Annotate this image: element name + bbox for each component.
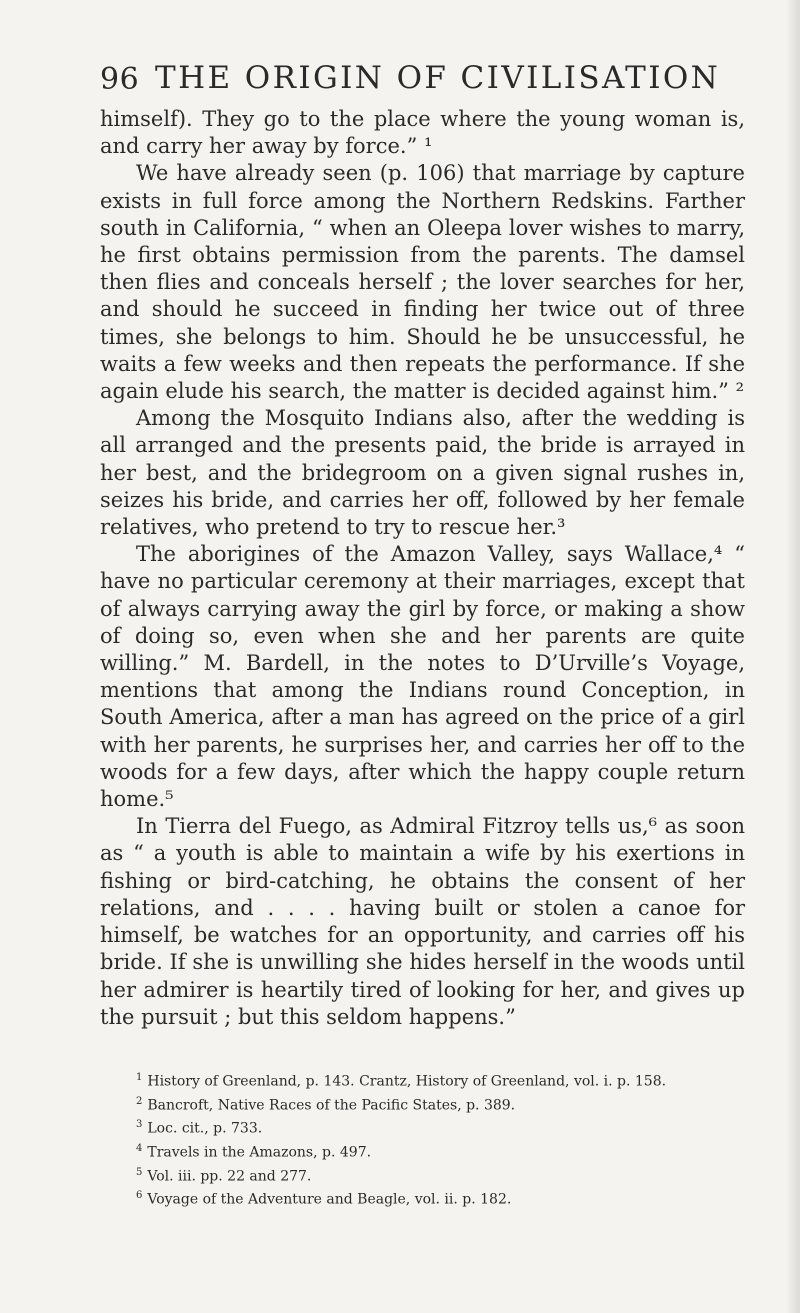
footnote <box>136 1163 745 1187</box>
footnote-number: 6 <box>136 1190 143 1202</box>
footnotes <box>100 1068 745 1210</box>
page-number: 96 <box>100 62 140 97</box>
footnote-number: 3 <box>136 1119 143 1131</box>
footnote-text: Voyage of the Adventure and Beagle, vol. ii. p. 182. <box>147 1191 512 1208</box>
footnote-text: Loc. cit., p. 733. <box>147 1120 263 1137</box>
running-title: THE ORIGIN OF CIVILISATION <box>155 60 721 96</box>
footnote-number: 5 <box>136 1166 143 1178</box>
footnote-number: 4 <box>136 1142 143 1154</box>
paragraph: The aborigines of the Amazon Valley, says Wallace,⁴ “ have no particular ceremony at their marriages, except that of always carrying away the girl by force, or making a show of doing so, even when she and her parents are quite willing.” M. Bardell, in the notes to D’Urville’s Voyage, mentions that among the Indians round Conception, in South America, after a man has agreed on the price of a girl with her parents, he surprises her, and carries her off to the woods for a few days, after which the happy couple return home.⁵ <box>100 542 745 812</box>
paragraph: In Tierra del Fuego, as Admiral Fitzroy tells us,⁶ as soon as “ a youth is able to maintain a wife by his exertions in fishing or bird-catching, he obtains the consent of her relations, and . . . . having built or stolen a canoe for himself, be watches for an opportunity, and carries off his bride. If she is unwilling she hides herself in the woods until her admirer is heartily tired of looking for her, and gives up the pursuit ; but this seldom happens.” <box>100 814 745 1029</box>
footnote-text: History of Greenland, p. 143. Crantz, History of Greenland, vol. i. p. 158. <box>147 1073 667 1090</box>
footnote-number: 2 <box>136 1095 143 1107</box>
paragraph: Among the Mosquito Indians also, after the wedding is all arranged and the presents paid, the bride is arrayed in her best, and the bridegroom on a given signal rushes in, seizes his bride, and carries her off, followed by her female relatives, who pretend to try to rescue her.³ <box>100 406 745 540</box>
footnote <box>136 1115 745 1139</box>
paragraph: himself). They go to the place where the young woman is, and carry her away by force.” ¹ <box>100 107 745 159</box>
footnote-text: Vol. iii. pp. 22 and 277. <box>147 1168 312 1185</box>
page-edge-shadow <box>786 0 800 1313</box>
footnote-text: Bancroft, Native Races of the Pacific States, p. 389. <box>147 1097 516 1114</box>
paragraph: We have already seen (p. 106) that marriage by capture exists in full force among the Northern Redskins. Farther south in California, “ when an Oleepa lover wishes to marry, he first obtains permission from the parents. The damsel then flies and conceals herself ; the lover searches for her, and should he succeed in finding her twice out of three times, she belongs to him. Should he be unsuccessful, he waits a few weeks and then repeats the performance. If she again elude his search, the matter is decided against him.” ² <box>100 161 745 404</box>
footnote-number: 1 <box>136 1072 143 1083</box>
footnote <box>136 1068 745 1092</box>
body-text <box>100 106 745 1031</box>
running-head <box>100 56 740 100</box>
footnote <box>136 1186 745 1210</box>
footnote-text: Travels in the Amazons, p. 497. <box>147 1144 372 1161</box>
footnote <box>136 1139 745 1163</box>
footnote <box>136 1092 745 1116</box>
